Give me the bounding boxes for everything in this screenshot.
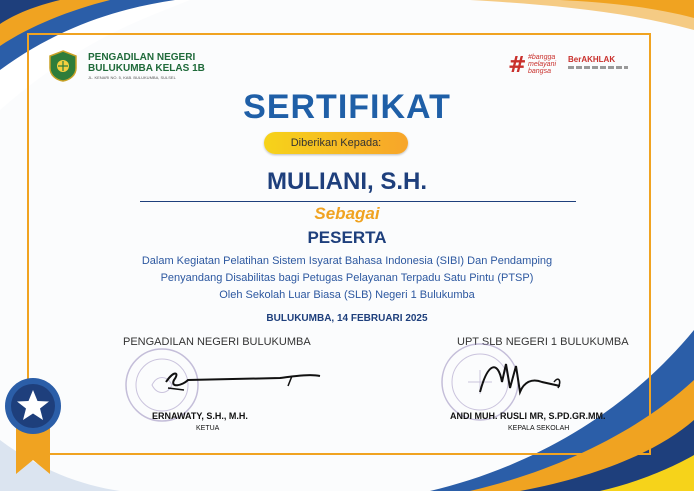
role-label: PESERTA — [307, 228, 387, 247]
bangga-melayani-badge: #bangga melayani bangsa — [528, 54, 557, 75]
given-to-label: Diberikan Kepada: — [290, 137, 382, 149]
court-name: PENGADILAN NEGERI BULUKUMBA KELAS 1B — [88, 52, 205, 74]
certificate-title: SERTIFIKAT — [243, 88, 451, 126]
berakhlak-tagline-lines — [568, 66, 628, 69]
hashtag-icon — [508, 53, 526, 75]
right-signatory-position: KEPALA SEKOLAH — [508, 425, 570, 432]
as-label: Sebagai — [314, 204, 380, 223]
right-signature — [472, 352, 572, 404]
svg-text:#: # — [508, 53, 526, 75]
berakhlak-badge: BerAKHLAK — [568, 55, 616, 64]
left-signatory-name: ERNAWATY, S.H., M.H. — [152, 411, 248, 421]
star-medal-icon — [4, 372, 62, 476]
description-line: Oleh Sekolah Luar Biasa (SLB) Negeri 1 Bulukumba — [219, 289, 475, 301]
place-date: BULUKUMBA, 14 FEBRUARI 2025 — [266, 313, 428, 324]
given-to-pill — [264, 132, 408, 154]
description-line: Penyandang Disabilitas bagi Petugas Pelayanan Terpadu Satu Pintu (PTSP) — [160, 272, 534, 284]
court-address: JL. KENARI NO. 5, KAB. BULUKUMBA, SULSEL — [88, 75, 176, 80]
name-underline — [140, 201, 576, 202]
left-signatory-institution: PENGADILAN NEGERI BULUKUMBA — [123, 336, 311, 348]
recipient-name: MULIANI, S.H. — [267, 168, 427, 195]
right-signatory-institution: UPT SLB NEGERI 1 BULUKUMBA — [457, 336, 629, 348]
left-signature — [160, 360, 330, 400]
right-signatory-name: ANDI MUH. RUSLI MR, S.PD.GR.MM. — [450, 411, 606, 421]
description-line: Dalam Kegiatan Pelatihan Sistem Isyarat Bahasa Indonesia (SIBI) Dan Pendamping — [141, 255, 553, 267]
court-emblem-icon — [48, 50, 78, 82]
left-signatory-position: KETUA — [196, 425, 220, 432]
